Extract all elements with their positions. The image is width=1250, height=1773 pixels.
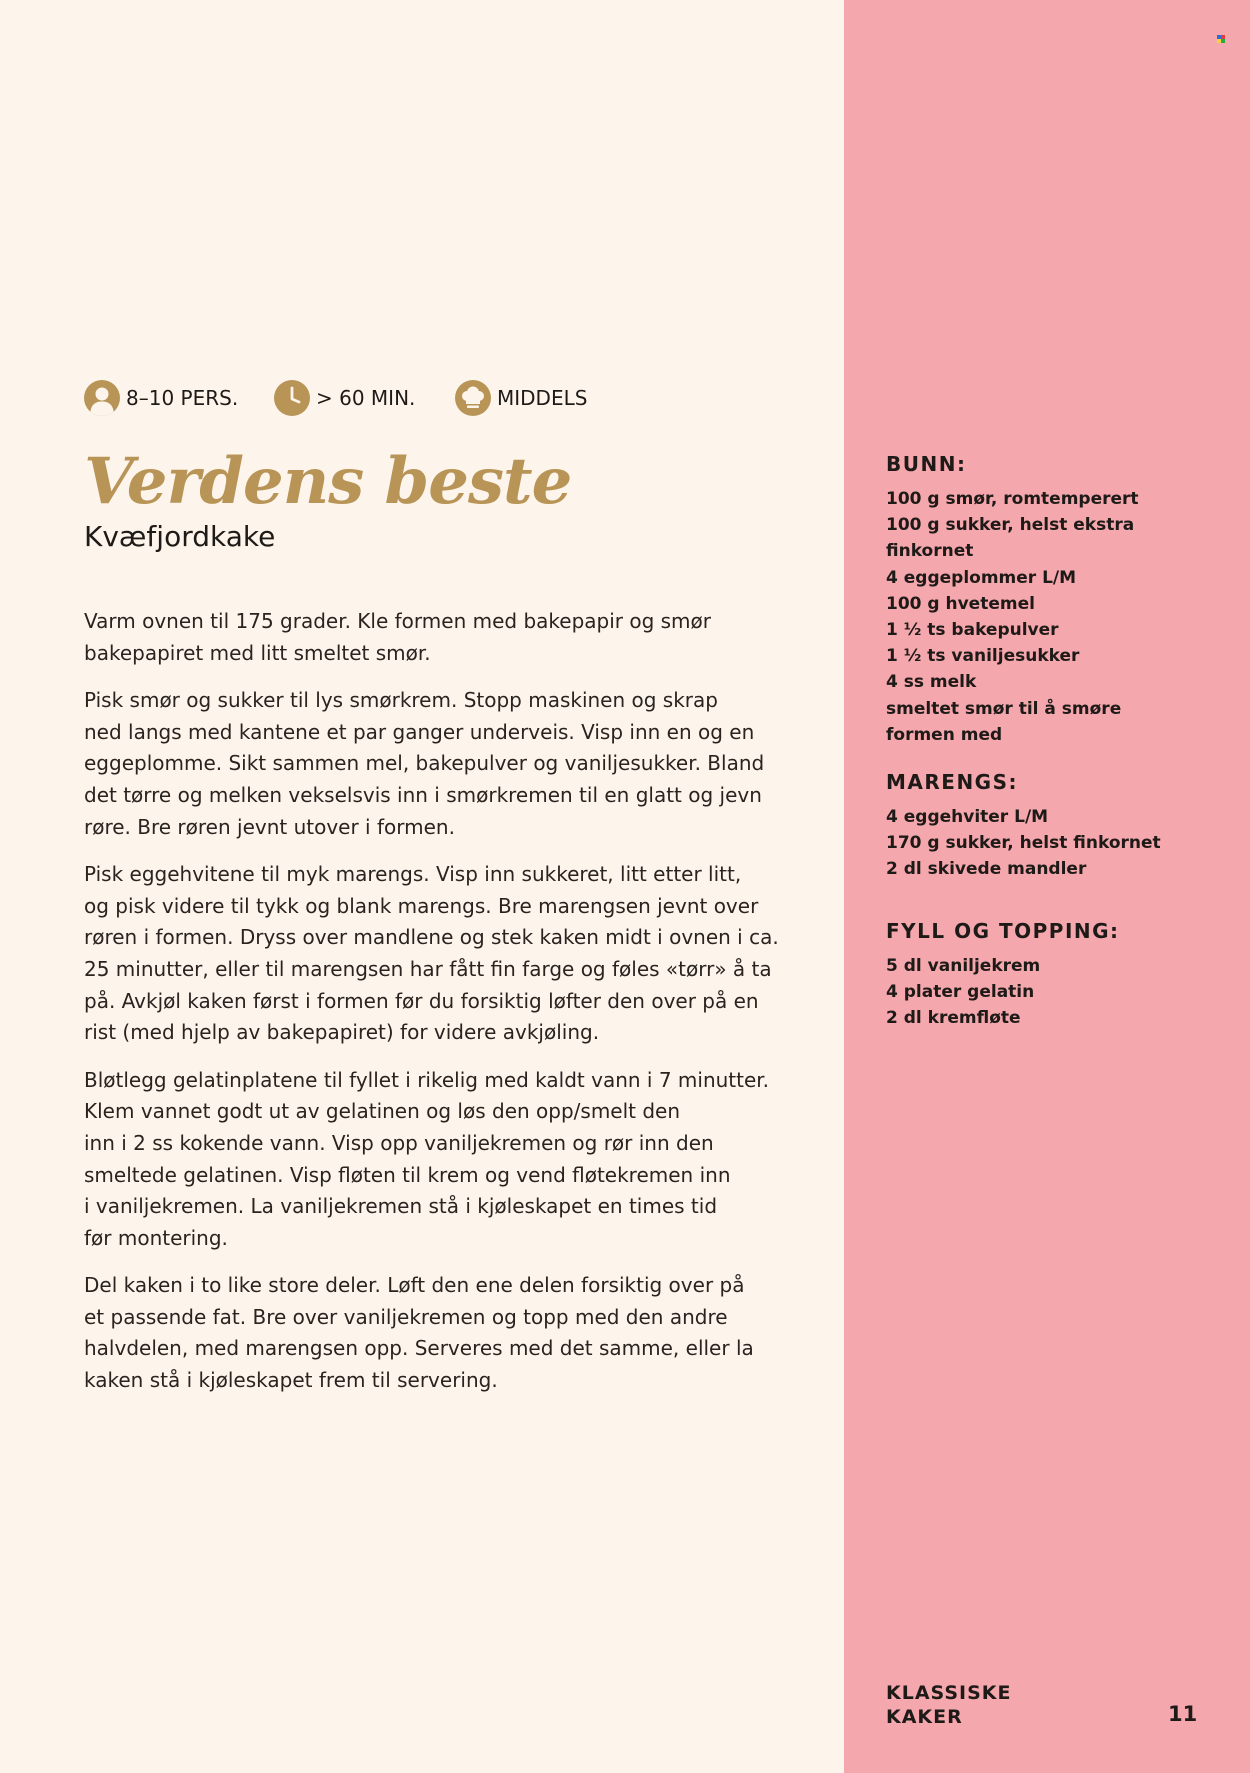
ingredient-item: 4 eggeplommer L/M: [886, 567, 1077, 588]
text-line: Bløtlegg gelatinplatene til fyllet i rikelig med kaldt vann i 7 minutter.: [84, 1067, 770, 1092]
ingredient-item: 2 dl skivede mandler: [886, 859, 1087, 880]
text-line: bakepapiret med litt smeltet smør.: [84, 640, 431, 665]
ingredient-item: 100 g smør, romtemperert: [886, 489, 1139, 509]
section-heading: MARENGS:: [886, 770, 1018, 795]
text-line: røre. Bre røren jevnt utover i formen.: [84, 814, 455, 839]
ingredient-section-fyll: [886, 919, 1226, 1032]
category-line: KAKER: [886, 1706, 963, 1728]
text-line: halvdelen, med marengsen opp. Serveres med det samme, eller la: [84, 1336, 754, 1361]
difficulty-text: MIDDELS: [497, 386, 588, 410]
time-text: > 60 MIN.: [316, 386, 416, 410]
text-line: eggeplomme. Sikt sammen mel, bakepulver og vaniljesukker. Bland: [84, 751, 765, 776]
person-icon: [84, 380, 120, 416]
instruction-paragraph: [84, 859, 784, 1049]
page-number: 11: [1168, 1702, 1198, 1726]
text-line: ned langs med kantene et par ganger underveis. Visp inn en og en: [84, 719, 755, 744]
ingredient-item: formen med: [886, 724, 1003, 745]
ingredient-item: 2 dl kremfløte: [886, 1008, 1021, 1029]
servings-info: [84, 378, 238, 418]
color-registration-mark: [1217, 35, 1225, 43]
ingredient-item: 4 plater gelatin: [886, 981, 1035, 1002]
section-heading: BUNN:: [886, 452, 967, 476]
instruction-paragraph: [84, 685, 784, 843]
ingredient-item: 4 ss melk: [886, 672, 977, 693]
text-line: det tørre og melken vekselsvis inn i smørkremen til en glatt og jevn: [84, 782, 762, 807]
section-heading: FYLL OG TOPPING:: [886, 918, 1120, 943]
text-line: på. Avkjøl kaken først i formen før du forsiktig løfter den over på en: [84, 988, 759, 1013]
ingredient-item: finkornet: [886, 541, 974, 562]
category-line: KLASSISKE: [886, 1682, 1012, 1704]
time-info: [274, 378, 415, 418]
text-line: inn i 2 ss kokende vann. Visp opp vaniljekremen og rør inn den: [84, 1130, 714, 1155]
text-line: Del kaken i to like store deler. Løft den ene delen forsiktig over på: [84, 1273, 745, 1298]
text-line: kaken stå i kjøleskapet frem til servering.: [84, 1368, 498, 1393]
text-line: 25 minutter, eller til marengsen har fått fin farge og føles «tørr» å ta: [84, 956, 772, 981]
ingredient-item: 1 ½ ts vaniljesukker: [886, 646, 1080, 667]
text-line: før montering.: [84, 1225, 228, 1250]
ingredient-item: 100 g hvetemel: [886, 593, 1035, 614]
ingredient-section-marengs: [886, 770, 1226, 883]
text-line: Pisk smør og sukker til lys smørkrem. Stopp maskinen og skrap: [84, 688, 718, 713]
text-line: Pisk eggehvitene til myk marengs. Visp inn sukkeret, litt etter litt,: [84, 862, 742, 887]
text-line: og pisk videre til tykk og blank marengs. Bre marengsen jevnt over: [84, 893, 759, 918]
text-line: røren i formen. Dryss over mandlene og stek kaken midt i ovnen i ca.: [84, 925, 779, 950]
text-line: rist (med hjelp av bakepapiret) for videre avkjøling.: [84, 1020, 600, 1045]
clock-icon: [274, 380, 310, 416]
recipe-title: Verdens beste: [84, 444, 572, 519]
chef-hat-icon: [455, 380, 491, 416]
text-line: et passende fat. Bre over vaniljekremen og topp med den andre: [84, 1304, 728, 1329]
text-line: smeltede gelatinen. Visp fløten til krem og vend fløtekremen inn: [84, 1162, 731, 1187]
difficulty-info: [455, 378, 587, 418]
ingredient-list: [886, 452, 1226, 1031]
instruction-paragraph: [84, 606, 784, 669]
recipe-subtitle: Kvæfjordkake: [84, 520, 276, 553]
ingredient-item: smeltet smør til å smøre: [886, 698, 1122, 719]
ingredient-item: 100 g sukker, helst ekstra: [886, 515, 1135, 536]
servings-text: 8–10 PERS.: [126, 386, 239, 410]
ingredient-item: 4 eggehviter L/M: [886, 807, 1049, 828]
category-label: [886, 1681, 1012, 1729]
ingredient-item: 5 dl vaniljekrem: [886, 955, 1041, 976]
text-line: Klem vannet godt ut av gelatinen og løs den opp/smelt den: [84, 1099, 681, 1124]
ingredient-item: 170 g sukker, helst finkornet: [886, 833, 1161, 854]
text-line: i vaniljekremen. La vaniljekremen stå i kjøleskapet en times tid: [84, 1194, 718, 1219]
recipe-instructions: [84, 606, 784, 1413]
ingredient-item: 1 ½ ts bakepulver: [886, 620, 1059, 641]
ingredient-section-bunn: [886, 452, 1226, 748]
instruction-paragraph: [84, 1270, 784, 1396]
text-line: Varm ovnen til 175 grader. Kle formen med bakepapir og smør: [84, 609, 712, 633]
instruction-paragraph: [84, 1065, 784, 1255]
